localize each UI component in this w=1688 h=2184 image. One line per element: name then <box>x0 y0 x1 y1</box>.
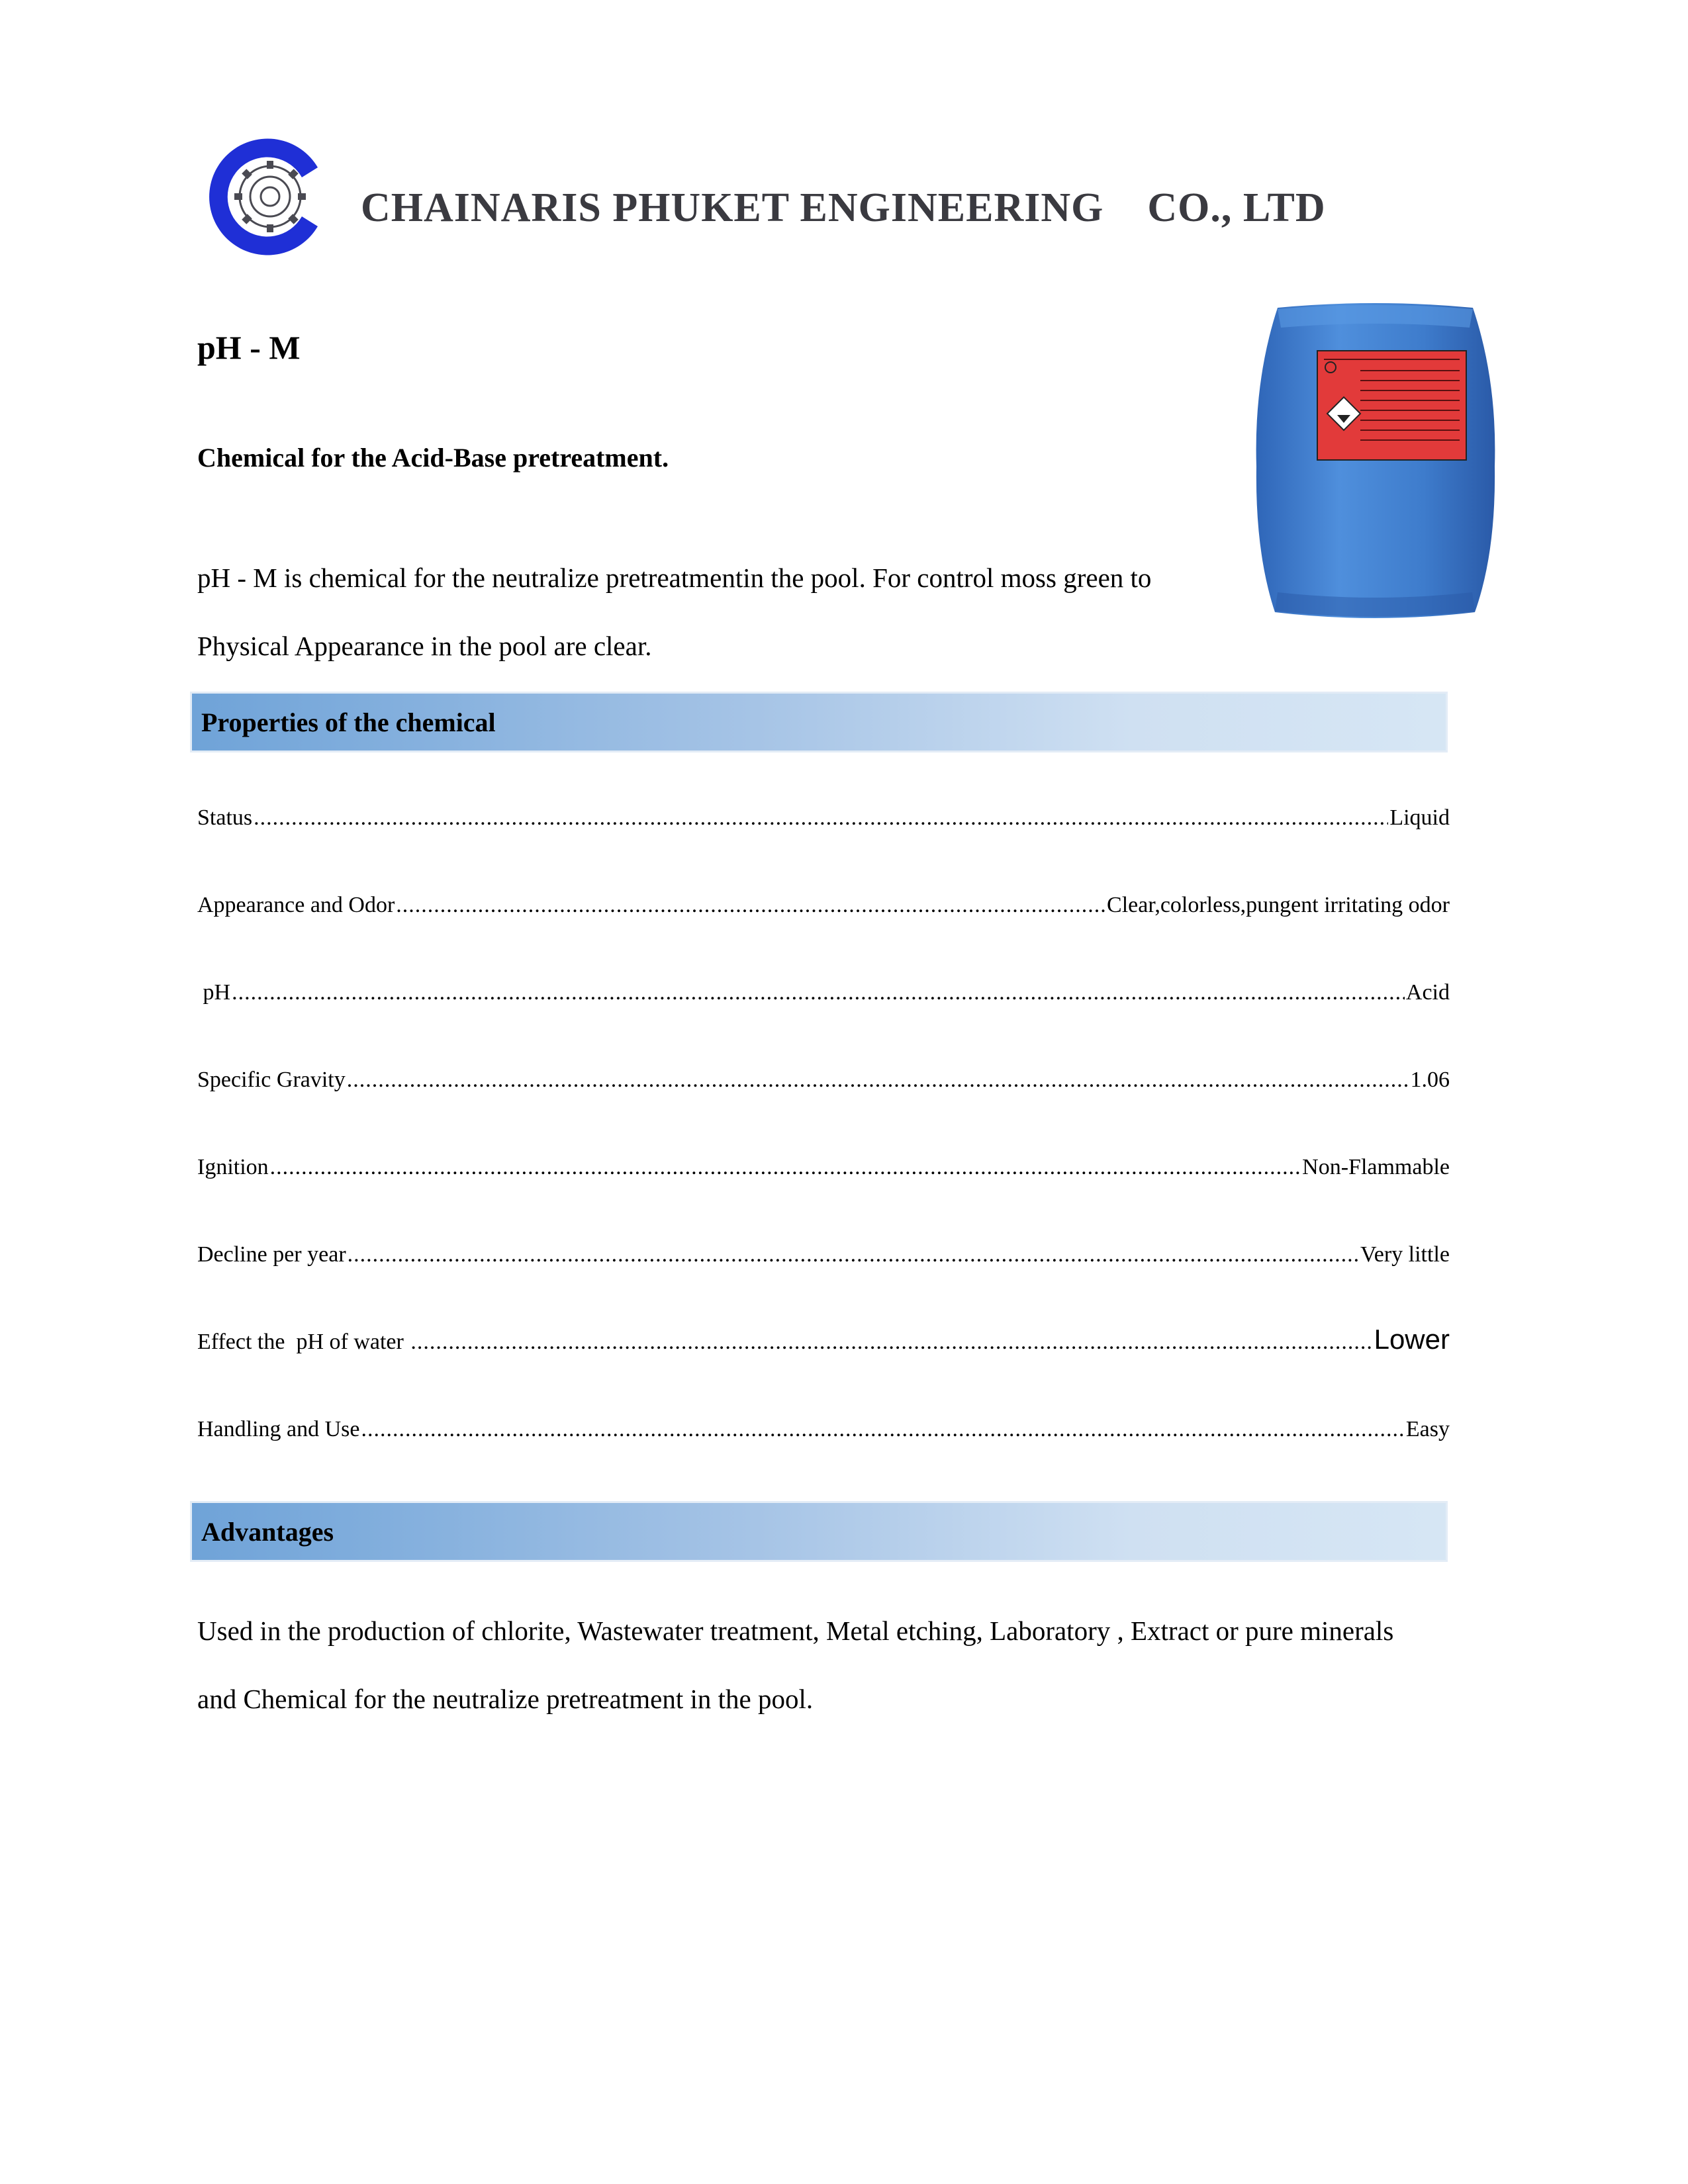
properties-heading: Properties of the chemical <box>201 707 496 737</box>
property-label: Decline per year <box>197 1242 346 1267</box>
property-label: Status <box>197 805 253 830</box>
description-line: Physical Appearance in the pool are clear. <box>197 631 652 661</box>
company-name: CHAINARIS PHUKET ENGINEERING CO., LTD <box>361 185 1326 230</box>
property-row-ignition <box>197 1147 1450 1179</box>
property-value: Clear,colorless,pungent irritating odor <box>1107 893 1450 917</box>
property-row-ph <box>197 972 1450 1004</box>
dot-leader <box>410 1331 1372 1353</box>
dot-leader <box>347 1069 1409 1091</box>
property-label: Appearance and Odor <box>197 893 395 917</box>
company-logo <box>205 136 335 258</box>
advantages-line: and Chemical for the neutralize pretreatment in the pool. <box>197 1684 814 1714</box>
description-line: pH - M is chemical for the neutralize pretreatmentin the pool. For control moss green to <box>197 563 1152 593</box>
property-value: 1.06 <box>1410 1068 1450 1092</box>
product-title: pH - M <box>197 329 301 366</box>
dot-leader <box>270 1156 1301 1179</box>
property-value: Very little <box>1360 1242 1450 1267</box>
chemical-drum-image <box>1251 301 1499 622</box>
advantages-heading: Advantages <box>201 1517 334 1547</box>
dot-leader <box>361 1418 1405 1441</box>
advantages-text <box>197 1597 1495 1733</box>
property-row-decline <box>197 1234 1450 1266</box>
property-label: Ignition <box>197 1155 269 1179</box>
property-row-appearance <box>197 885 1450 917</box>
properties-section-header <box>190 692 1448 752</box>
dot-leader <box>254 807 1388 829</box>
property-label: Specific Gravity <box>197 1068 346 1092</box>
property-value: Lower <box>1374 1324 1450 1355</box>
dot-leader <box>396 894 1105 917</box>
property-row-effect-ph <box>197 1322 1450 1353</box>
dot-leader <box>232 981 1405 1004</box>
property-label: Effect the pH of water <box>197 1330 410 1354</box>
advantages-line: Used in the production of chlorite, Wastewater treatment, Metal etching, Laboratory , Extract or pure minerals <box>197 1615 1394 1646</box>
property-value: Liquid <box>1389 805 1450 830</box>
advantages-section-header <box>190 1501 1448 1562</box>
product-subtitle: Chemical for the Acid-Base pretreatment. <box>197 443 669 473</box>
property-row-status <box>197 797 1450 829</box>
property-row-specific-gravity <box>197 1060 1450 1091</box>
property-value: Easy <box>1405 1417 1450 1441</box>
property-label: pH <box>197 980 231 1005</box>
property-label: Handling and Use <box>197 1417 360 1441</box>
property-row-handling <box>197 1409 1450 1441</box>
product-description <box>197 544 1243 680</box>
property-value: Non-Flammable <box>1302 1155 1450 1179</box>
property-value: Acid <box>1405 980 1450 1005</box>
dot-leader <box>348 1244 1359 1266</box>
